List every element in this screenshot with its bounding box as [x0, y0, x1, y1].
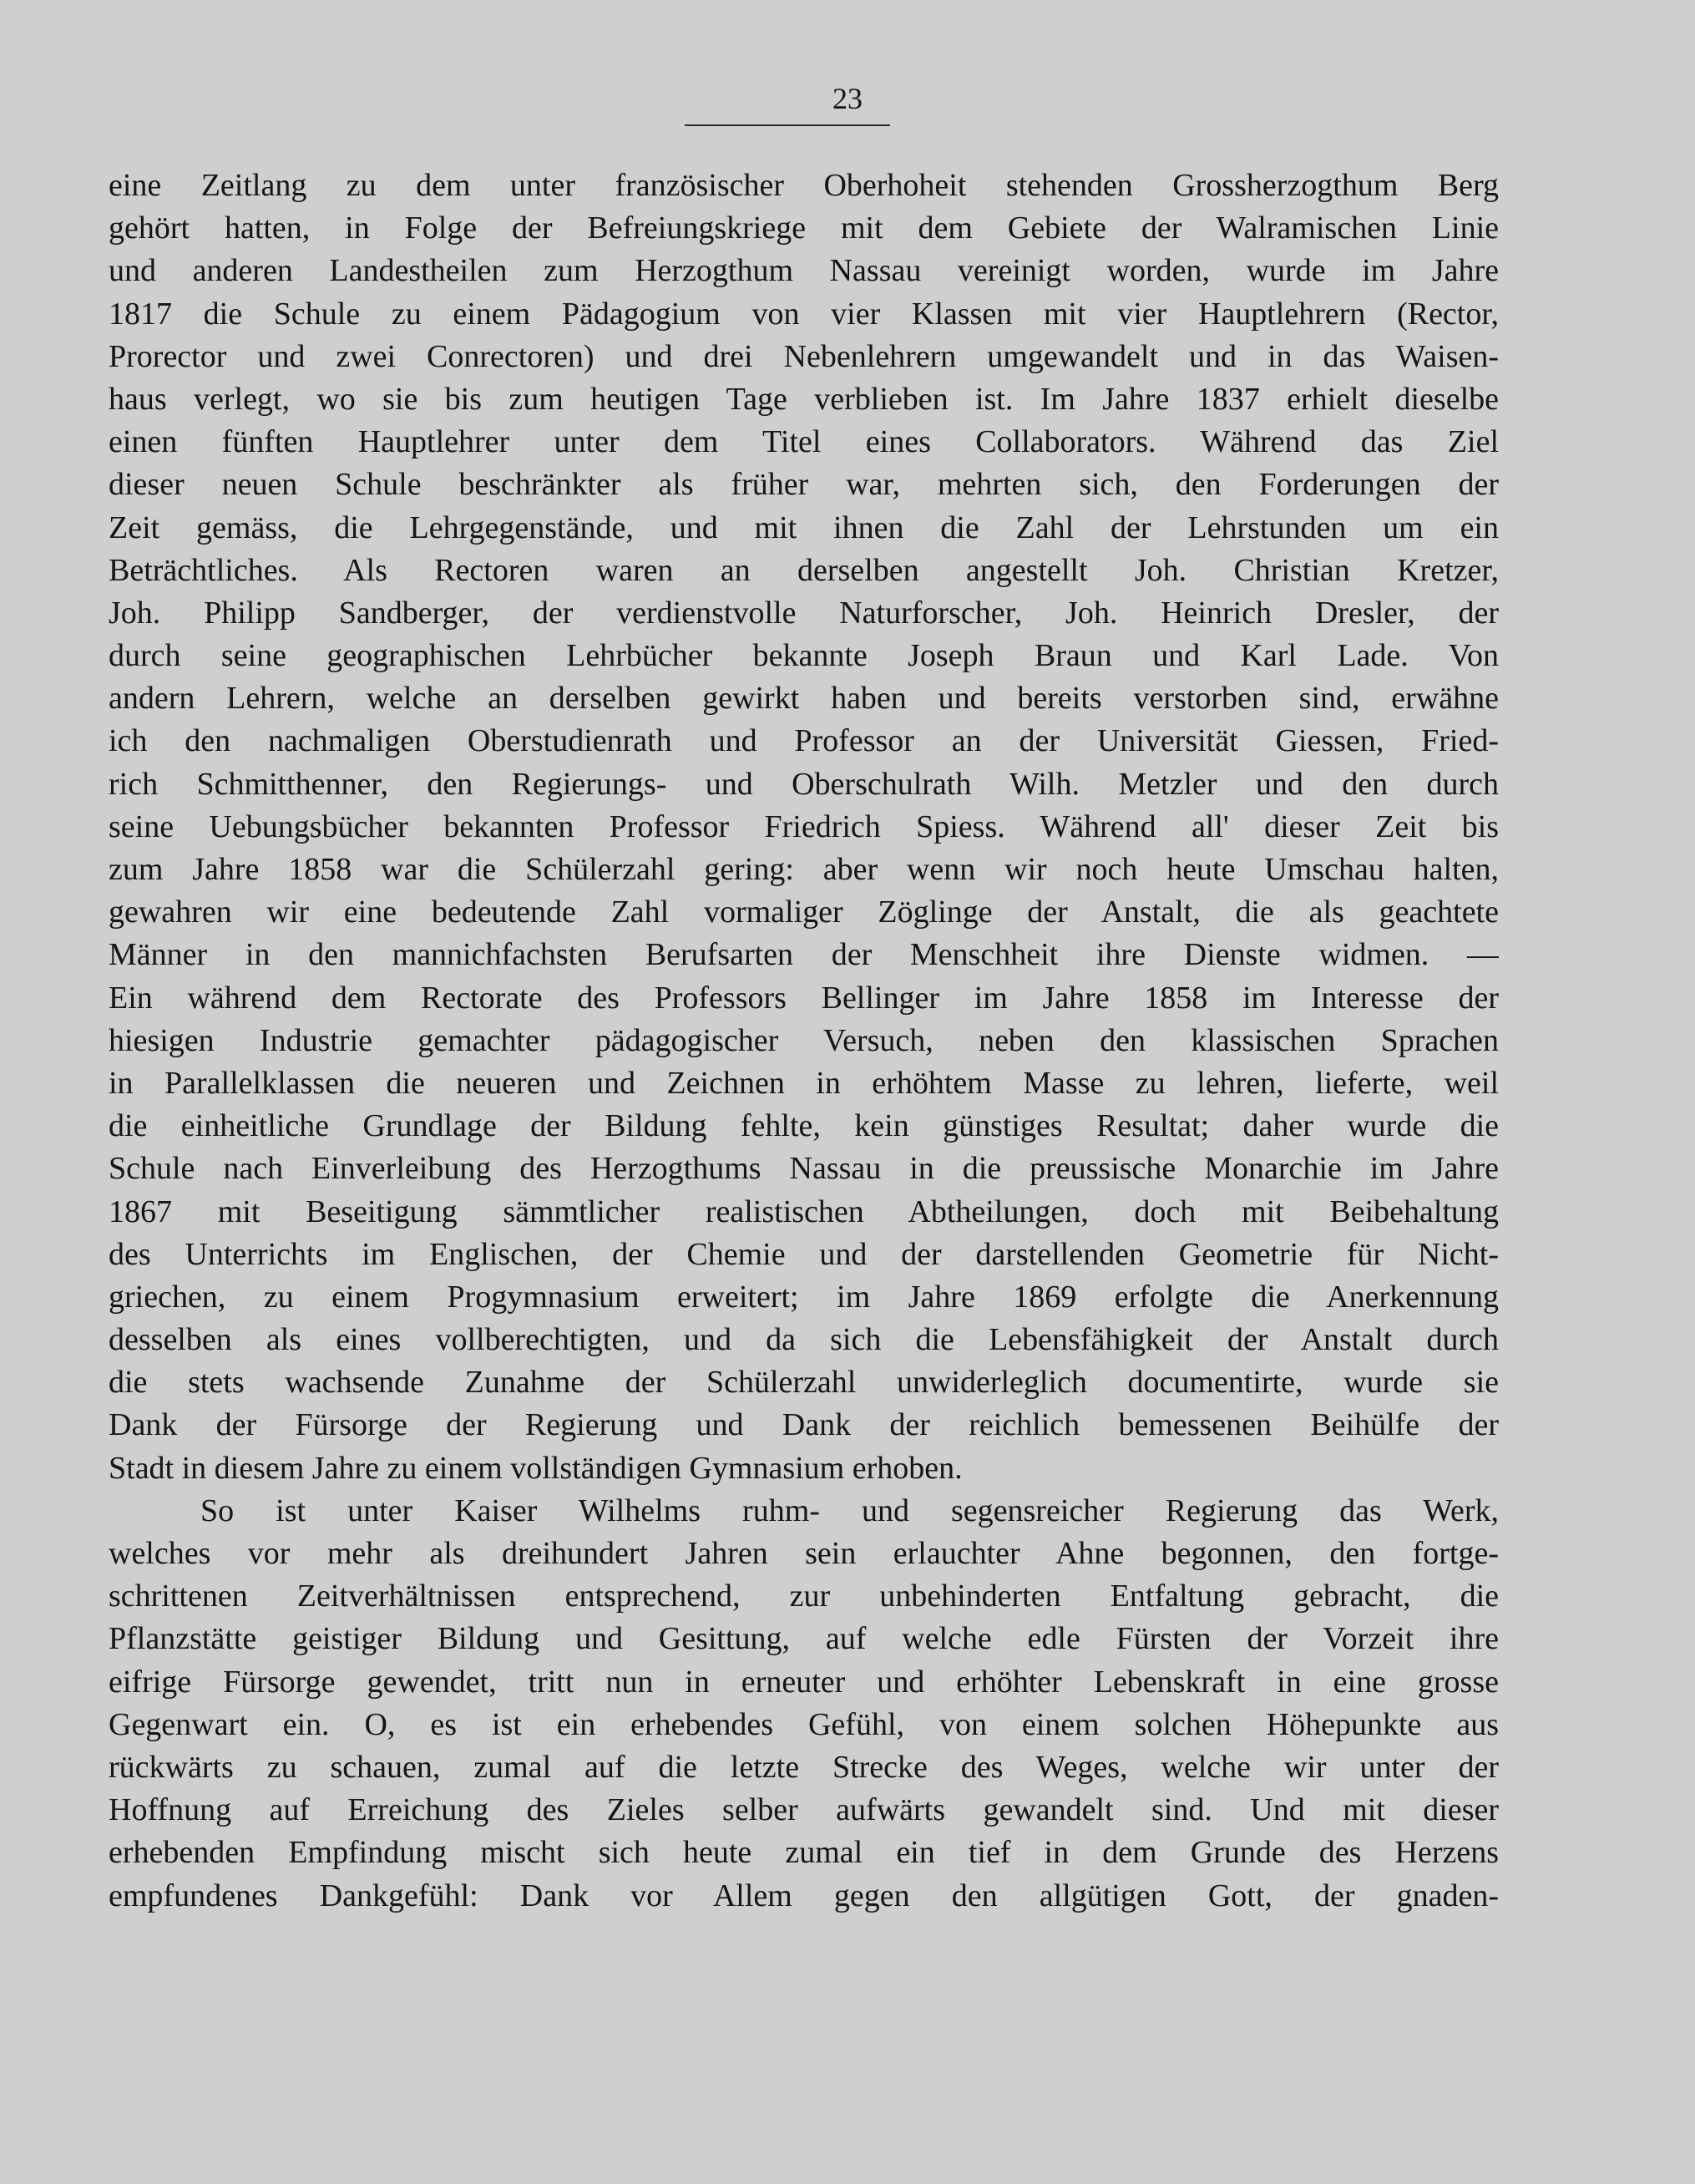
text-line: die stets wachsende Zunahme der Schülerzahl unwiderleglich documentirte, wurde sie	[109, 1365, 1499, 1401]
text-line: rich Schmitthenner, den Regierungs- und Oberschulrath Wilh. Metzler und den durch	[109, 766, 1499, 802]
page-number-rule	[685, 124, 890, 126]
text-line: Pflanzstätte geistiger Bildung und Gesittung, auf welche edle Fürsten der Vorzeit ihre	[109, 1621, 1499, 1657]
text-line: schrittenen Zeitverhältnissen entsprechend, zur unbehinderten Entfaltung gebracht, die	[109, 1578, 1499, 1614]
page-number: 23	[832, 82, 863, 115]
text-line: 1817 die Schule zu einem Pädagogium von vier Klassen mit vier Hauptlehrern (Rector,	[109, 296, 1499, 332]
text-line: dieser neuen Schule beschränkter als früher war, mehrten sich, den Forderungen der	[109, 467, 1499, 503]
text-line: Prorector und zwei Conrectoren) und drei Nebenlehrern umgewandelt und in das Waisen-	[109, 338, 1499, 374]
text-line: und anderen Landestheilen zum Herzogthum Nassau vereinigt worden, wurde im Jahre	[109, 253, 1499, 289]
body-text	[109, 165, 1499, 1918]
text-line: erhebenden Empfindung mischt sich heute zumal ein tief in dem Grunde des Herzens	[109, 1835, 1499, 1871]
text-line: empfundenes Dankgefühl: Dank vor Allem gegen den allgütigen Gott, der gnaden-	[109, 1877, 1499, 1913]
text-line: einen fünften Hauptlehrer unter dem Titel eines Collaborators. Während das Ziel	[109, 424, 1499, 460]
text-line: Schule nach Einverleibung des Herzogthums Nassau in die preussische Monarchie im Jahre	[109, 1151, 1499, 1187]
text-line: Männer in den mannichfachsten Berufsarten der Menschheit ihre Dienste widmen. —	[109, 937, 1499, 973]
text-line: Hoffnung auf Erreichung des Zieles selber aufwärts gewandelt sind. Und mit dieser	[109, 1792, 1499, 1828]
text-line: desselben als eines vollberechtigten, und da sich die Lebensfähigkeit der Anstalt durch	[109, 1322, 1499, 1358]
paragraph	[109, 165, 1499, 1490]
text-line: Dank der Fürsorge der Regierung und Dank der reichlich bemessenen Beihülfe der	[109, 1407, 1499, 1443]
text-line: zum Jahre 1858 war die Schülerzahl gering: aber wenn wir noch heute Umschau halten,	[109, 852, 1499, 887]
text-line: seine Uebungsbücher bekannten Professor Friedrich Spiess. Während all' dieser Zeit bis	[109, 808, 1499, 844]
text-line: andern Lehrern, welche an derselben gewirkt haben und bereits verstorben sind, erwähne	[109, 681, 1499, 717]
text-line: gehört hatten, in Folge der Befreiungskriege mit dem Gebiete der Walramischen Linie	[109, 210, 1499, 246]
text-line: Ein während dem Rectorate des Professors Bellinger im Jahre 1858 im Interesse der	[109, 980, 1499, 1016]
text-line: in Parallelklassen die neueren und Zeichnen in erhöhtem Masse zu lehren, lieferte, weil	[109, 1065, 1499, 1101]
text-line: haus verlegt, wo sie bis zum heutigen Tage verblieben ist. Im Jahre 1837 erhielt dieselbe	[109, 381, 1499, 417]
text-line: welches vor mehr als dreihundert Jahren sein erlauchter Ahne begonnen, den fortge-	[109, 1536, 1499, 1571]
text-line: eifrige Fürsorge gewendet, tritt nun in erneuter und erhöhter Lebenskraft in eine grosse	[109, 1664, 1499, 1700]
text-line: Joh. Philipp Sandberger, der verdienstvolle Naturforscher, Joh. Heinrich Dresler, der	[109, 595, 1499, 631]
text-line: Zeit gemäss, die Lehrgegenstände, und mit ihnen die Zahl der Lehrstunden um ein	[109, 509, 1499, 545]
text-line: ich den nachmaligen Oberstudienrath und Professor an der Universität Giessen, Fried-	[109, 723, 1499, 759]
text-line: des Unterrichts im Englischen, der Chemie und der darstellenden Geometrie für Nicht-	[109, 1236, 1499, 1272]
text-line: rückwärts zu schauen, zumal auf die letzte Strecke des Weges, welche wir unter der	[109, 1749, 1499, 1785]
text-line: So ist unter Kaiser Wilhelms ruhm- und segensreicher Regierung das Werk,	[200, 1492, 1499, 1528]
text-line: die einheitliche Grundlage der Bildung fehlte, kein günstiges Resultat; daher wurde die	[109, 1108, 1499, 1144]
text-line: hiesigen Industrie gemachter pädagogischer Versuch, neben den klassischen Sprachen	[109, 1022, 1499, 1058]
text-line: Gegenwart ein. O, es ist ein erhebendes Gefühl, von einem solchen Höhepunkte aus	[109, 1706, 1499, 1742]
text-line: griechen, zu einem Progymnasium erweitert; im Jahre 1869 erfolgte die Anerkennung	[109, 1279, 1499, 1315]
text-line: Stadt in diesem Jahre zu einem vollständigen Gymnasium erhoben.	[109, 1450, 963, 1486]
text-line: Beträchtliches. Als Rectoren waren an derselben angestellt Joh. Christian Kretzer,	[109, 552, 1499, 588]
text-line: durch seine geographischen Lehrbücher bekannte Joseph Braun und Karl Lade. Von	[109, 638, 1499, 674]
text-line: gewahren wir eine bedeutende Zahl vormaliger Zöglinge der Anstalt, die als geachtete	[109, 894, 1499, 930]
text-line: 1867 mit Beseitigung sämmtlicher realistischen Abtheilungen, doch mit Beibehaltung	[109, 1193, 1499, 1229]
text-line: eine Zeitlang zu dem unter französischer Oberhoheit stehenden Grossherzogthum Berg	[109, 168, 1499, 203]
paragraph	[109, 1490, 1499, 1918]
